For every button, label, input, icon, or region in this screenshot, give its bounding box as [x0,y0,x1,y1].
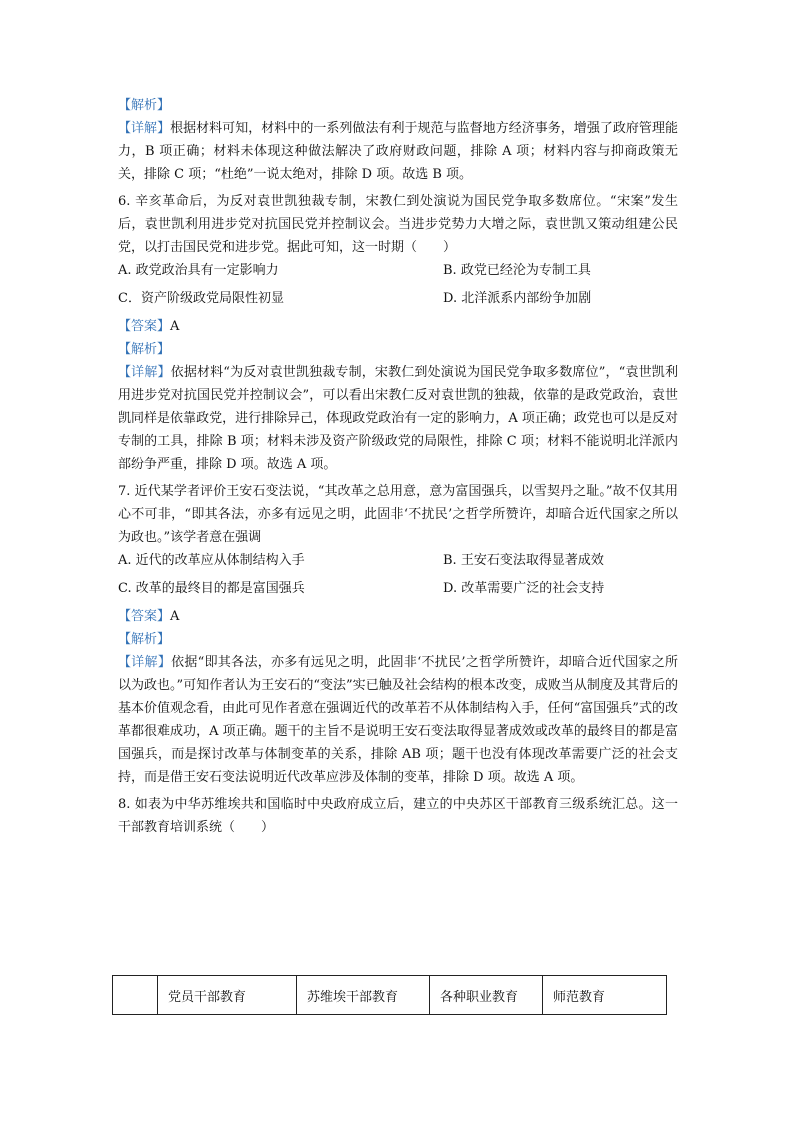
analysis-tag: 【解析】 [118,98,171,113]
q6-option-a: A. 政党政治具有一定影响力 [118,263,279,278]
q7-options-row2 [118,577,678,605]
q6-detail-tag: 【详解】 [118,365,171,380]
q6-stem: 6. 辛亥革命后，为反对袁世凯独裁专制，宋教仁到处演说为国民党争取多数席位。“宋案”发生后，袁世凯利用进步党对抗国民党并控制议会。当进步党势力大增之际，袁世凯又策动组建公民党，以打击国民党和进步党。据此可知，这一时期（ ） [118,194,678,255]
q6-options-row1 [118,259,678,287]
q7-option-b: B. 王安石变法取得显著成效 [443,553,604,568]
q7-answer-tag: 【答案】 [118,609,171,624]
q7-option-d: D. 改革需要广泛的社会支持 [443,581,605,596]
detail-tag: 【详解】 [118,121,171,136]
table-header-cell: 党员干部教育 [158,976,297,1015]
q6-option-b: B. 政党已经沦为专制工具 [443,263,591,278]
q8-table [112,975,667,1015]
prev-detail-text: 根据材料可知，材料中的一系列做法有利于规范与监督地方经济事务，增强了政府管理能力，B 项正确；材料未体现这种做法解决了政府财政问题，排除 A 项；材料内容与抑商政策无关，排除 C 项；“杜绝”一说太绝对，排除 D 项。故选 B 项。 [118,121,678,182]
table-header-cell: 师范教育 [543,976,667,1015]
q6-options-row2 [118,287,678,315]
table-header-cell: 苏维埃干部教育 [297,976,430,1015]
q6-answer [118,315,678,338]
q7-detail [118,651,678,789]
q7-option-a: A. 近代的改革应从体制结构入手 [118,553,305,568]
q7-analysis-tag: 【解析】 [118,632,171,647]
q7-options-row1 [118,549,678,577]
q7-detail-text: 依据“即其各法，亦多有远见之明，此固非‘不扰民’之哲学所赞许，却暗合近代国家之所以为政也。”可知作者认为王安石的“变法”实已触及社会结构的根本改变，成败当从制度及其背后的基本价值观念看，由此可见作者意在强调近代的改革若不从体制结构入手，任何“富国强兵”式的改革都很难成功，A 项正确。题干的主旨不是说明王安石变法取得显著成效或改革的最终目的都是富国强兵，而是探讨改革与体制变革的关系，排除 AB 项；题干也没有体现改革需要广泛的社会支持，而是借王安石变法说明近代改革应涉及体制的变革，排除 D 项。故选 A 项。 [118,655,678,785]
table-header-cell: 各种职业教育 [430,976,543,1015]
prev-detail-paragraph [118,117,678,186]
q6-option-c: C．资产阶级政党局限性初显 [118,291,284,306]
q7-answer [118,605,678,628]
q6-answer-value: A [170,319,180,334]
q7-option-c: C. 改革的最终目的都是富国强兵 [118,581,305,596]
table-header-cell [113,976,158,1015]
q8-stem: 8. 如表为中华苏维埃共和国临时中央政府成立后，建立的中央苏区干部教育三级系统汇总。这一干部教育培训系统（ ） [118,797,678,835]
q6-analysis-tag: 【解析】 [118,342,171,357]
q7-answer-value: A [170,609,180,624]
table-header-row [113,976,667,1015]
document-page [118,94,678,839]
q7-detail-tag: 【详解】 [118,655,172,670]
q6-option-d: D. 北洋派系内部纷争加剧 [443,291,592,306]
q6-detail [118,361,678,476]
q7-stem: 7. 近代某学者评价王安石变法说，“其改革之总用意，意为富国强兵，以雪契丹之耻。”故不仅其用心不可非，“即其各法，亦多有远见之明，此固非‘不扰民’之哲学所赞许，却暗合近代国家之所以为政也。”该学者意在强调 [118,484,678,545]
q6-detail-text: 依据材料“为反对袁世凯独裁专制，宋教仁到处演说为国民党争取多数席位”，“袁世凯利用进步党对抗国民党并控制议会”，可以看出宋教仁反对袁世凯的独裁，依靠的是政党政治，袁世凯同样是依靠政党，进行排除异己，体现政党政治有一定的影响力，A 项正确；政党也可以是反对专制的工具，排除 B 项；材料未涉及资产阶级政党的局限性，排除 C 项；材料不能说明北洋派内部纷争严重，排除 D 项。故选 A 项。 [118,365,678,472]
answer-tag: 【答案】 [118,319,171,334]
